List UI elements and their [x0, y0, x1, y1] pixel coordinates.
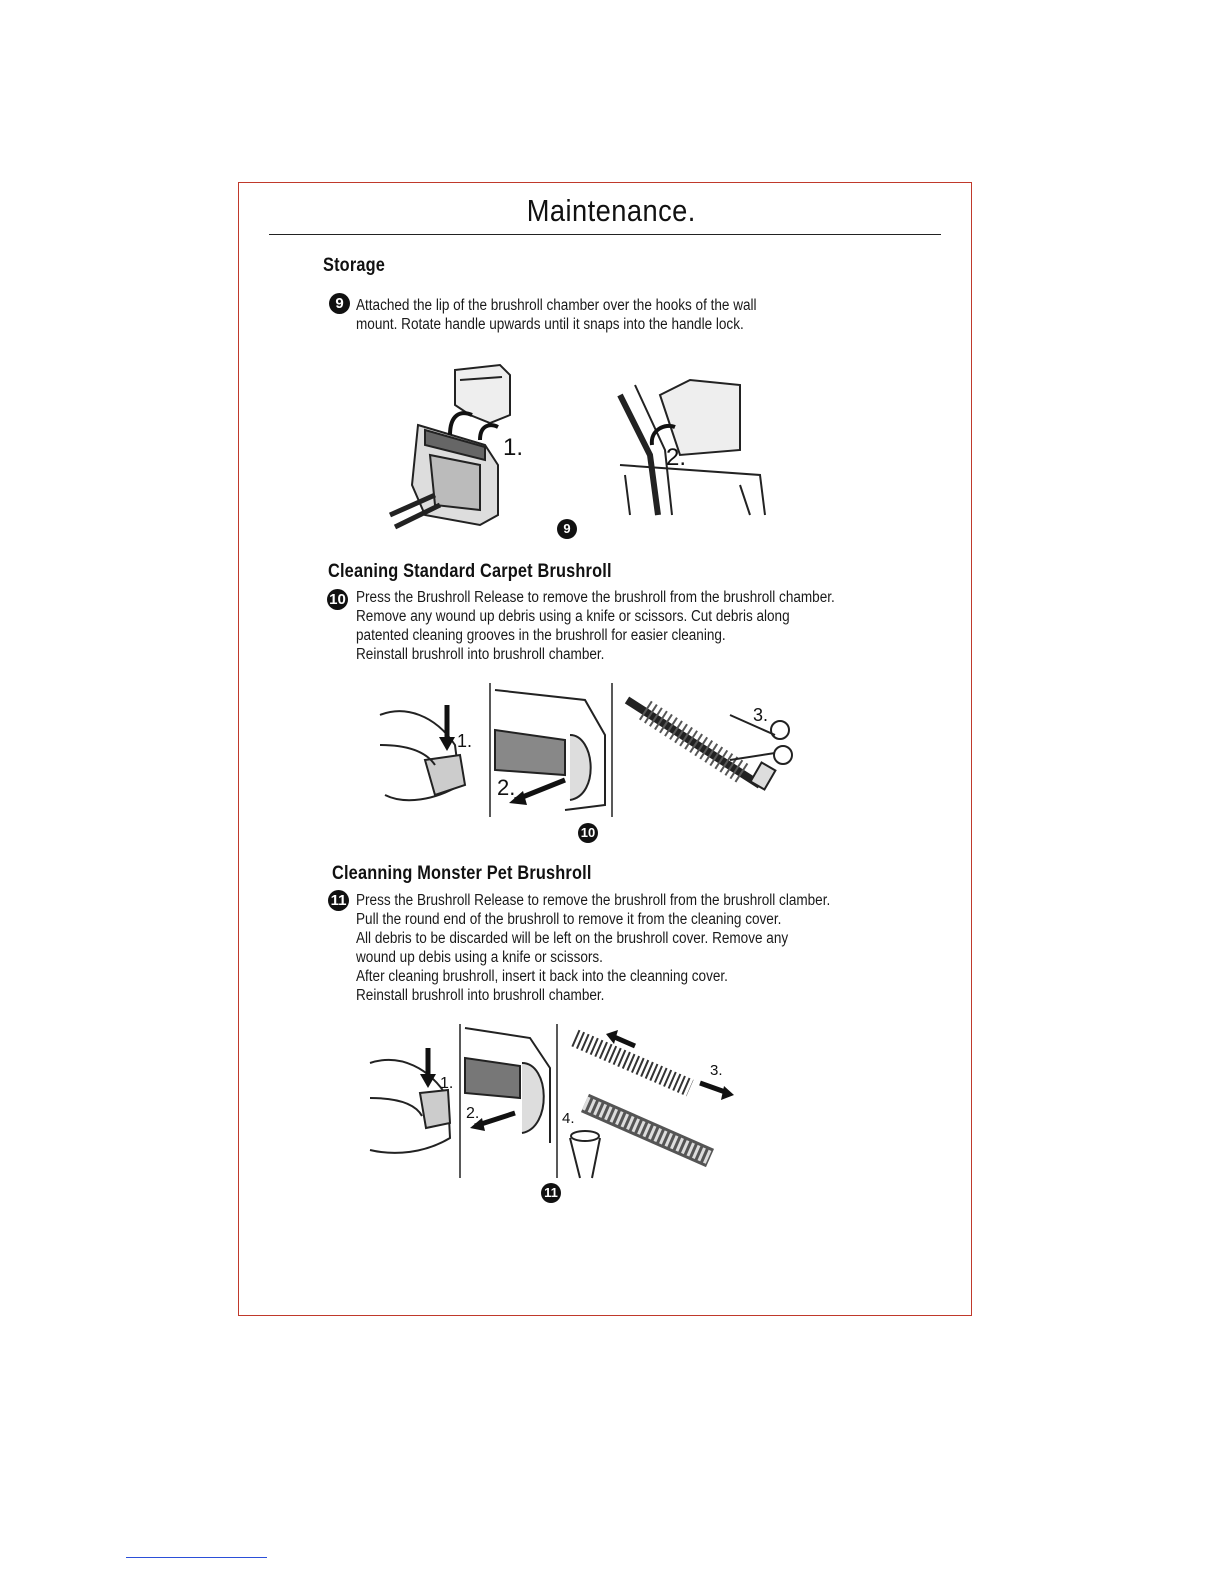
storage-heading: Storage: [323, 255, 386, 276]
figure-label: 3.: [710, 1062, 723, 1079]
figure-label: 2.: [497, 775, 516, 800]
figure-badge-10: 10: [578, 823, 598, 843]
text-line: Press the Brushroll Release to remove the brushroll from the brushroll chamber.: [356, 589, 835, 606]
arrow-icon: [450, 413, 472, 435]
figure-label: 1.: [503, 434, 524, 461]
footer-rule: [126, 1557, 267, 1558]
text-line: Remove any wound up debris using a knife or scissors. Cut debris along: [356, 608, 790, 625]
storage-instructions: [356, 296, 757, 334]
text-line: Reinstall brushroll into brushroll chamber.: [356, 987, 605, 1004]
text-line: mount. Rotate handle upwards until it snaps into the handle lock.: [356, 316, 744, 333]
step-badge-10: 10: [327, 589, 348, 610]
figure-label: 3.: [753, 705, 769, 725]
carpet-brushroll-heading: Cleaning Standard Carpet Brushroll: [328, 561, 612, 582]
text-line: wound up debis using a knife or scissors.: [356, 949, 603, 966]
title-divider: [269, 234, 941, 235]
figure-label: 1.: [457, 731, 473, 751]
figure-label: 2.: [666, 444, 687, 471]
carpet-brushroll-illustration: [365, 675, 835, 825]
figure-label: 4.: [562, 1110, 575, 1127]
figure-label: 2.: [466, 1105, 480, 1122]
pet-brushroll-illustration: [360, 1018, 770, 1183]
figure-label: 1.: [440, 1075, 454, 1092]
step-badge-9: 9: [329, 293, 350, 314]
text-line: Attached the lip of the brushroll chamber over the hooks of the wall: [356, 297, 757, 314]
text-line: After cleaning brushroll, insert it back into the cleanning cover.: [356, 968, 728, 985]
pet-brushroll-heading: Cleanning Monster Pet Brushroll: [332, 863, 592, 884]
text-line: Reinstall brushroll into brushroll chamber.: [356, 646, 605, 663]
storage-illustration: [380, 355, 810, 555]
page-title: Maintenance.: [526, 193, 696, 228]
text-line: patented cleaning grooves in the brushroll for easier cleaning.: [356, 627, 726, 644]
carpet-brushroll-instructions: [356, 588, 835, 664]
text-line: Press the Brushroll Release to remove the brushroll from the brushroll clamber.: [356, 892, 831, 909]
figure-badge-9: 9: [557, 519, 577, 539]
text-line: All debris to be discarded will be left on the brushroll cover. Remove any: [356, 930, 789, 947]
figure-badge-11: 11: [541, 1183, 561, 1203]
step-badge-11: 11: [328, 890, 349, 911]
text-line: Pull the round end of the brushroll to remove it from the cleaning cover.: [356, 911, 782, 928]
arrow-icon: [480, 425, 498, 440]
pet-brushroll-instructions: [356, 891, 830, 1005]
